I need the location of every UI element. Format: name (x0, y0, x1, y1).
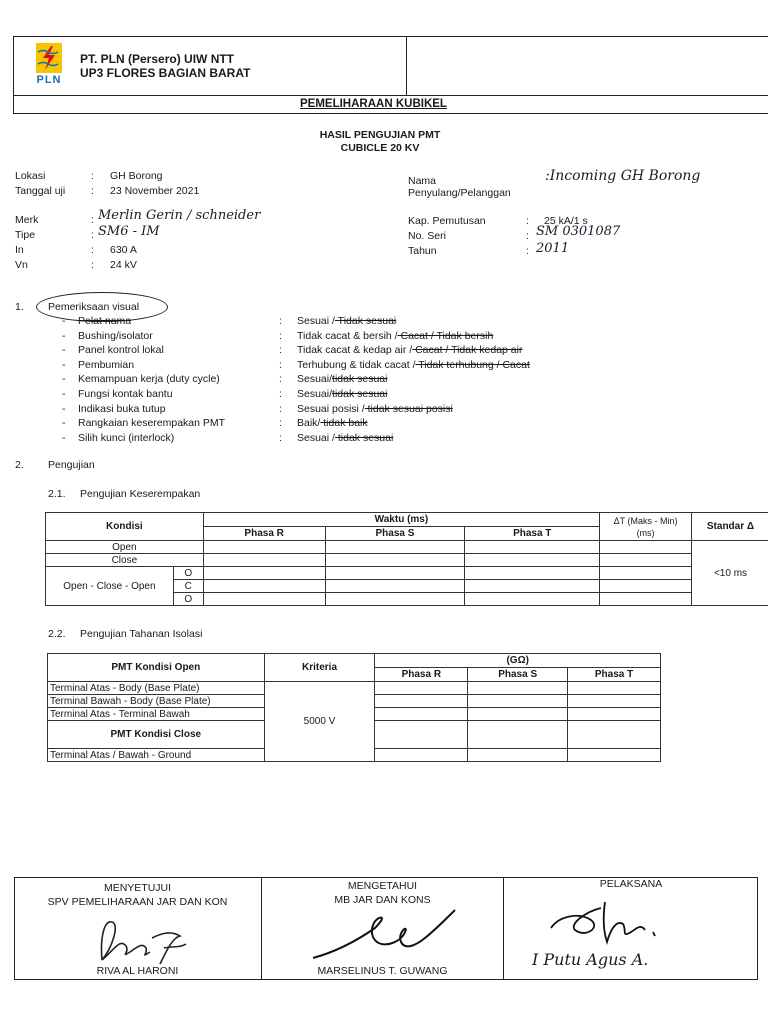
t1-cell (600, 554, 692, 567)
t1-cell (325, 554, 465, 567)
t2-row4-label: Terminal Atas / Bawah - Ground (48, 749, 265, 762)
visual-item-result (297, 344, 522, 356)
visual-item-bullet: - (62, 315, 66, 327)
sig3-signature (545, 898, 665, 951)
info-colon: : (91, 170, 94, 182)
visual-item-result-struck: tidak sesuai (334, 431, 394, 444)
visual-item-result (297, 359, 530, 371)
t2-cell (468, 682, 568, 695)
t2-phase-r-header: Phasa R (375, 668, 468, 682)
visual-item-result-selected: Sesuai/ (297, 388, 333, 400)
t1-delta-unit: (ms) (636, 527, 655, 538)
header-divider-vertical (406, 36, 407, 96)
t1-cell (600, 567, 692, 580)
visual-item-label: Pelat nama (78, 315, 132, 327)
pln-logo (28, 42, 70, 88)
info-colon: : (91, 229, 94, 241)
visual-item-label: Fungsi kontak bantu (78, 388, 173, 400)
visual-item-colon: : (279, 329, 282, 342)
t2-kriteria-header: Kriteria (264, 654, 375, 682)
sub2-title: Pengujian Tahanan Isolasi (80, 628, 203, 640)
doc-title-line1: HASIL PENGUJIAN PMT (319, 129, 441, 141)
t1-delta-label: ΔT (Maks - Min) (613, 515, 678, 526)
t2-cell (375, 682, 468, 695)
t2-cell (468, 708, 568, 721)
visual-item-colon: : (279, 402, 282, 415)
t1-cell (465, 593, 600, 606)
info-colon: : (526, 245, 529, 257)
t1-open-label: Open (46, 541, 204, 554)
sig1-name: RIVA AL HARONI (96, 965, 179, 977)
visual-item-label: Pembumian (78, 358, 135, 371)
t1-waktu-header: Waktu (ms) (203, 513, 599, 527)
doc-title-line2: CUBICLE 20 KV (340, 142, 420, 154)
visual-item-result-struck: tidak sesuai (332, 373, 388, 386)
t2-cell (468, 695, 568, 708)
t1-close-label: Close (46, 554, 204, 567)
visual-item-colon: : (279, 388, 282, 400)
t1-o2-label: O (173, 593, 203, 606)
info-colon: : (91, 185, 94, 197)
info-kap-label: Kap. Pemutusan (408, 215, 486, 227)
t1-cell (465, 554, 600, 567)
sub1-title: Pengujian Keserempakan (80, 488, 201, 500)
t2-cell (568, 749, 661, 762)
t1-cell (600, 580, 692, 593)
info-colon: : (91, 214, 94, 226)
visual-item-result-struck: Tidak sesuai (334, 315, 397, 327)
visual-item-result (297, 388, 387, 400)
info-in-value: 630 A (110, 244, 137, 256)
t2-cell (375, 721, 468, 749)
sig1-role: SPV PEMELIHARAAN JAR DAN KON (47, 896, 228, 908)
info-tipe-value: SM6 - IM (98, 224, 160, 239)
t2-kriteria-value: 5000 V (264, 682, 375, 762)
tahanan-isolasi-table (47, 653, 661, 762)
sub2-number: 2.2. (48, 628, 66, 640)
visual-item-bullet: - (62, 431, 66, 444)
t1-phase-s-header: Phasa S (325, 527, 465, 541)
visual-item-result (297, 315, 396, 327)
t2-pmt-close-header: PMT Kondisi Close (48, 721, 265, 749)
info-in-label: In (15, 244, 24, 256)
visual-item-result (297, 373, 387, 385)
info-merk-value: Merlin Gerin / schneider (98, 208, 261, 223)
info-colon: : (91, 244, 94, 256)
visual-item-bullet: - (62, 373, 66, 386)
visual-item-result-selected: Tidak cacat & kedap air / (297, 344, 413, 357)
t1-phase-r-header: Phasa R (203, 527, 325, 541)
info-tanggal-value: 23 November 2021 (110, 185, 200, 197)
t1-c-label: C (173, 580, 203, 593)
t1-cell (203, 580, 325, 593)
visual-item-bullet: - (62, 344, 66, 357)
t2-cell (568, 708, 661, 721)
t1-cell (325, 541, 465, 554)
info-tahun-label: Tahun (408, 245, 437, 257)
t1-cell (203, 554, 325, 567)
sub1-number: 2.1. (48, 488, 66, 500)
sig1-title: MENYETUJUI (103, 882, 172, 894)
info-vn-value: 24 kV (110, 259, 137, 271)
visual-item-result (297, 330, 493, 342)
section1-number: 1. (15, 301, 24, 313)
t1-cell (465, 567, 600, 580)
visual-item-bullet: - (62, 358, 66, 371)
t1-delta-header (600, 513, 692, 541)
sig1-signature (90, 908, 200, 973)
visual-item-result-selected: Tidak cacat & bersih / (297, 329, 398, 342)
visual-item-result-struck: Cacat / Tidak bersih (397, 329, 494, 342)
info-colon: : (91, 259, 94, 271)
info-colon: : (526, 215, 529, 227)
visual-item-label: Bushing/isolator (78, 329, 153, 342)
t1-cell (203, 567, 325, 580)
visual-item-result-selected: Sesuai / (297, 315, 335, 327)
t2-cell (568, 682, 661, 695)
info-tahun-value: 2011 (536, 241, 570, 256)
sig2-role: MB JAR DAN KONS (334, 894, 431, 906)
visual-item-colon: : (279, 358, 282, 371)
t1-cell (465, 580, 600, 593)
info-vn-label: Vn (15, 259, 28, 271)
info-merk-label: Merk (15, 214, 39, 226)
visual-item-result-struck: Tidak terhubung / Cacat (415, 358, 530, 371)
section-title: PEMELIHARAAN KUBIKEL (300, 98, 447, 110)
visual-item-result (297, 403, 453, 415)
sig2-signature (305, 902, 475, 967)
company-name: PT. PLN (Persero) UIW NTT (80, 52, 235, 66)
visual-item-result-struck: tidak baik (320, 417, 368, 430)
info-penyulang-label: Penyulang/Pelanggan (408, 187, 511, 199)
t2-cell (468, 749, 568, 762)
t1-cell (203, 593, 325, 606)
visual-item-result-selected: Sesuai posisi / (297, 402, 365, 415)
t2-cell (375, 749, 468, 762)
t1-cell (325, 580, 465, 593)
t2-phase-t-header: Phasa T (568, 668, 661, 682)
visual-item-result (297, 417, 368, 429)
visual-item-colon: : (279, 431, 282, 444)
info-tanggal-label: Tanggal uji (15, 185, 66, 197)
keserempakan-table (45, 512, 768, 606)
t2-unit-header: (GΩ) (375, 654, 661, 668)
t1-cell (600, 593, 692, 606)
t2-row2-label: Terminal Bawah - Body (Base Plate) (48, 695, 265, 708)
t1-kondisi-header: Kondisi (46, 513, 204, 541)
visual-item-label: Indikasi buka tutup (78, 402, 166, 415)
visual-item-bullet: - (62, 402, 66, 415)
visual-item-colon: : (279, 417, 282, 430)
info-noseri-value: SM 0301087 (536, 224, 621, 239)
t2-cell (568, 695, 661, 708)
info-kap-value: 25 kA/1 s (544, 215, 588, 227)
t1-standar-header: Standar Δ (692, 513, 768, 541)
t2-cell (468, 721, 568, 749)
visual-item-result-selected: Sesuai/ (297, 373, 333, 386)
info-noseri-label: No. Seri (408, 230, 446, 242)
visual-item-result-struck: tidak sesuai posisi (364, 402, 453, 415)
t1-cell (325, 567, 465, 580)
sig3-title: PELAKSANA (599, 878, 663, 890)
t1-phase-t-header: Phasa T (465, 527, 600, 541)
visual-item-label: Kemampuan kerja (duty cycle) (78, 373, 220, 386)
visual-item-label: Silih kunci (interlock) (78, 431, 175, 444)
t1-o1-label: O (173, 567, 203, 580)
visual-item-result-selected: Terhubung & tidak cacat / (297, 358, 416, 371)
section2-title: Pengujian (48, 459, 95, 471)
sig2-name: MARSELINUS T. GUWANG (317, 965, 448, 977)
t1-standar-value: <10 ms (692, 541, 768, 606)
t1-cell (325, 593, 465, 606)
t1-cell (203, 541, 325, 554)
t1-oco-label: Open - Close - Open (46, 567, 174, 606)
visual-item-result (297, 432, 393, 444)
section2-number: 2. (15, 459, 24, 471)
visual-item-result-struck: Cacat / Tidak kedap air (412, 344, 523, 357)
info-penyulang-value: :Incoming GH Borong (545, 168, 701, 184)
header-divider-horizontal (13, 95, 768, 96)
sig-divider-2 (503, 877, 504, 980)
unit-name: UP3 FLORES BAGIAN BARAT (80, 66, 251, 80)
info-lokasi-value: GH Borong (110, 170, 163, 182)
pln-logo-text: PLN (36, 74, 62, 86)
info-tipe-label: Tipe (15, 229, 36, 241)
t2-pmt-open-header: PMT Kondisi Open (48, 654, 265, 682)
visual-item-colon: : (279, 315, 282, 327)
visual-item-colon: : (279, 344, 282, 357)
visual-item-label: Rangkaian keserempakan PMT (78, 417, 226, 430)
visual-item-bullet: - (62, 329, 66, 342)
info-nama-label: Nama (408, 175, 437, 187)
sig2-title: MENGETAHUI (347, 880, 418, 892)
visual-item-label: Panel kontrol lokal (78, 344, 164, 357)
t2-row1-label: Terminal Atas - Body (Base Plate) (48, 682, 265, 695)
t2-cell (375, 695, 468, 708)
t1-cell (465, 541, 600, 554)
visual-item-bullet: - (62, 388, 66, 400)
visual-item-colon: : (279, 373, 282, 386)
visual-item-result-selected: Baik/ (297, 417, 321, 430)
visual-item-result-selected: Sesuai / (297, 431, 335, 444)
t1-cell (600, 541, 692, 554)
t2-cell (568, 721, 661, 749)
t2-cell (375, 708, 468, 721)
visual-item-result-struck: tidak sesuai (332, 388, 388, 400)
info-colon: : (526, 230, 529, 242)
visual-item-bullet: - (62, 417, 66, 430)
t2-phase-s-header: Phasa S (468, 668, 568, 682)
t2-row3-label: Terminal Atas - Terminal Bawah (48, 708, 265, 721)
section1-title: Pemeriksaan visual (48, 301, 140, 313)
sig3-name: I Putu Agus A. (532, 950, 649, 969)
info-lokasi-label: Lokasi (15, 170, 46, 182)
